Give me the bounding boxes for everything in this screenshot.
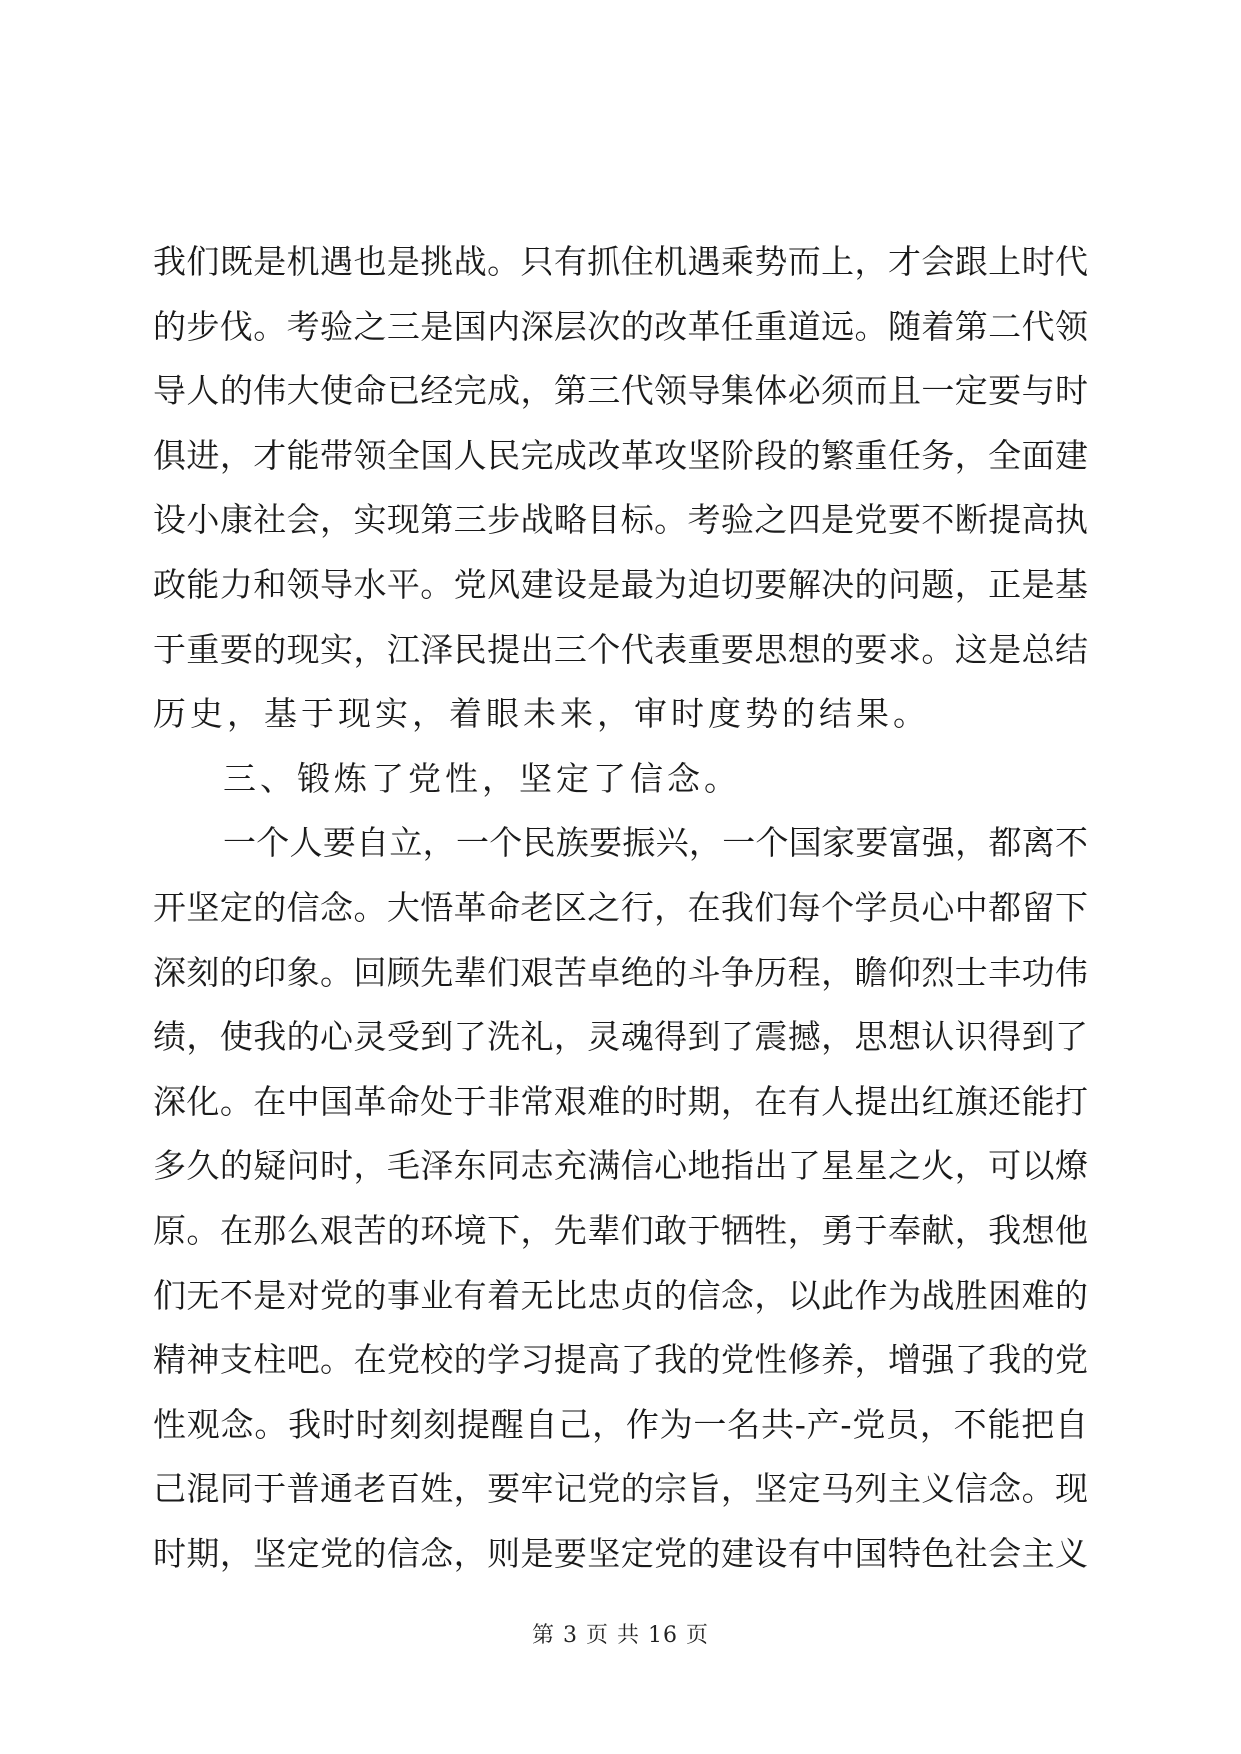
text-line: 深刻的印象。回顾先辈们艰苦卓绝的斗争历程，瞻仰烈士丰功伟	[153, 952, 1088, 992]
text-line: 的步伐。考验之三是国内深层次的改革任重道远。随着第二代领	[153, 306, 1088, 346]
page-number-footer: 第 3 页 共 16 页	[532, 1623, 709, 1648]
text-line: 多久的疑问时，毛泽东同志充满信心地指出了星星之火，可以燎	[153, 1146, 1088, 1186]
section-heading: 三、锻炼了党性，坚定了信念。	[223, 758, 741, 798]
body-text	[153, 230, 1088, 1586]
text-line: 设小康社会，实现第三步战略目标。考验之四是党要不断提高执	[153, 500, 1088, 540]
text-line: 一个人要自立，一个民族要振兴，一个国家要富强，都离不	[223, 823, 1088, 863]
text-line: 导人的伟大使命已经完成，第三代领导集体必须而且一定要与时	[153, 371, 1088, 411]
text-line: 历史，基于现实，着眼未来，审时度势的结果。	[153, 694, 930, 734]
text-line: 绩，使我的心灵受到了洗礼，灵魂得到了震撼，思想认识得到了	[153, 1017, 1088, 1057]
text-line: 俱进，才能带领全国人民完成改革攻坚阶段的繁重任务，全面建	[153, 435, 1088, 475]
text-line: 性观念。我时时刻刻提醒自己，作为一名共-产-党员，不能把自	[153, 1404, 1088, 1444]
text-line: 精神支柱吧。在党校的学习提高了我的党性修养，增强了我的党	[153, 1340, 1088, 1380]
text-line: 时期，坚定党的信念，则是要坚定党的建设有中国特色社会主义	[153, 1533, 1088, 1573]
text-line: 开坚定的信念。大悟革命老区之行，在我们每个学员心中都留下	[153, 887, 1088, 927]
text-line: 于重要的现实，江泽民提出三个代表重要思想的要求。这是总结	[153, 629, 1088, 669]
text-line: 我们既是机遇也是挑战。只有抓住机遇乘势而上，才会跟上时代	[153, 242, 1088, 281]
text-line: 深化。在中国革命处于非常艰难的时期，在有人提出红旗还能打	[153, 1081, 1088, 1121]
text-line: 原。在那么艰苦的环境下，先辈们敢于牺牲，勇于奉献，我想他	[153, 1210, 1088, 1250]
text-line: 己混同于普通老百姓，要牢记党的宗旨，坚定马列主义信念。现	[153, 1469, 1088, 1509]
text-line: 政能力和领导水平。党风建设是最为迫切要解决的问题，正是基	[153, 564, 1088, 604]
text-line: 们无不是对党的事业有着无比忠贞的信念，以此作为战胜困难的	[153, 1275, 1088, 1315]
